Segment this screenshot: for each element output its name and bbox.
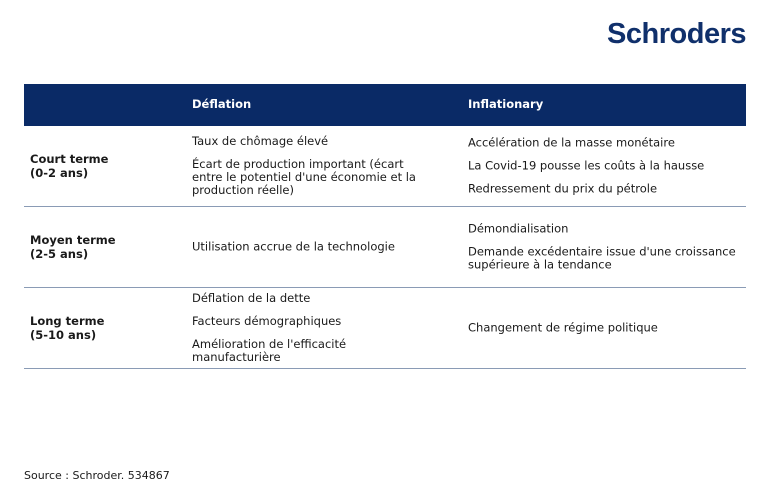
row-label: [30, 314, 104, 342]
deflation-cell: [192, 135, 424, 197]
row-label: [30, 233, 116, 261]
source-note: Source : Schroder. 534867: [24, 469, 170, 482]
table-row-medium-term: [24, 207, 746, 288]
row-label-title: Moyen terme: [30, 233, 116, 247]
deflation-item: Taux de chômage élevé: [192, 134, 329, 148]
table-header: [24, 84, 746, 126]
deflation-item: Déflation de la dette: [192, 291, 311, 305]
inflation-cell: [468, 137, 743, 196]
row-label: [30, 152, 108, 180]
row-label-range: (0-2 ans): [30, 166, 89, 180]
deflation-item: Amélioration de l'efficacité manufacturière: [192, 337, 347, 364]
row-label-title: Long terme: [30, 314, 105, 328]
inflation-cell: [468, 223, 743, 272]
deflation-item: Utilisation accrue de la technologie: [192, 239, 395, 254]
inflation-item: Démondialisation: [468, 221, 569, 236]
row-label-range: (5-10 ans): [30, 328, 97, 342]
table-row-short-term: [24, 126, 746, 207]
deflation-cell: [192, 292, 424, 364]
row-label-title: Court terme: [30, 152, 109, 166]
header-inflationary: Inflationary: [468, 97, 544, 111]
table-row-long-term: [24, 288, 746, 369]
drivers-table: [24, 84, 746, 369]
inflation-item: Redressement du prix du pétrole: [468, 181, 658, 196]
schroders-logo: Schroders: [607, 18, 746, 50]
deflation-item: Facteurs démographiques: [192, 314, 342, 328]
inflation-cell: [468, 322, 743, 335]
inflation-item: La Covid-19 pousse les coûts à la hausse: [468, 158, 705, 173]
row-label-range: (2-5 ans): [30, 247, 89, 261]
inflation-item: Accélération de la masse monétaire: [468, 135, 675, 150]
deflation-cell: [192, 241, 424, 254]
header-deflation: Déflation: [192, 97, 252, 111]
deflation-item: Écart de production important (écart entre le potentiel d'une économie et la production réelle): [192, 157, 416, 197]
inflation-item: Changement de régime politique: [468, 320, 658, 335]
inflation-item: Demande excédentaire issue d'une croissance supérieure à la tendance: [468, 244, 736, 272]
